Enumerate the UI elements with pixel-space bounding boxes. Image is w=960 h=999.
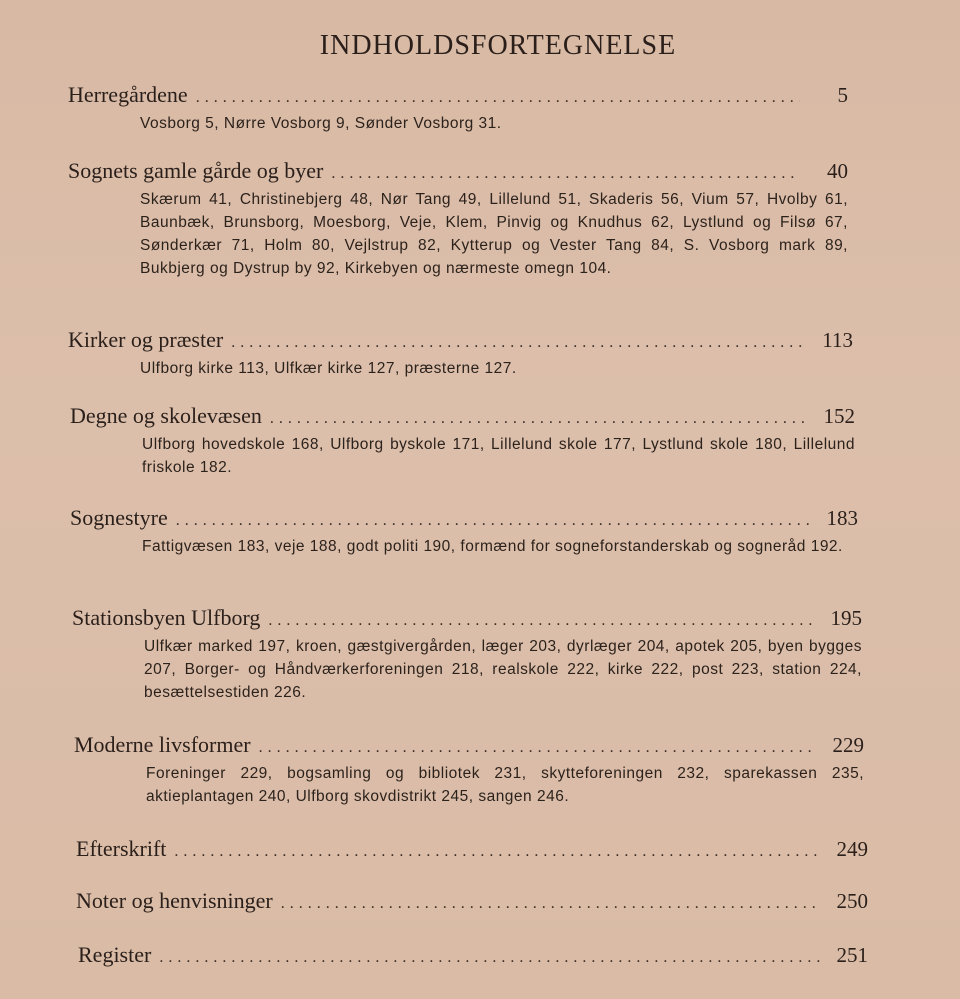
dot-leader	[159, 949, 820, 967]
page-number: 113	[822, 328, 853, 352]
entry-title: Noter og henvisninger	[76, 888, 273, 913]
toc-entry-noter	[76, 888, 868, 914]
entry-title: Herregårdene	[68, 82, 188, 107]
entry-description: Vosborg 5, Nørre Vosborg 9, Sønder Vosborg 31.	[140, 115, 502, 132]
page-number: 229	[832, 733, 864, 757]
dot-leader	[270, 410, 807, 428]
page-number: 249	[836, 837, 868, 861]
dot-leader	[176, 512, 810, 530]
page-number: 251	[836, 943, 868, 967]
entry-title: Efterskrift	[76, 836, 167, 861]
entry-title: Degne og skolevæsen	[70, 403, 262, 428]
toc-entry-degne	[70, 403, 855, 479]
page-title: INDHOLDSFORTEGNELSE	[319, 30, 677, 61]
entry-description: Foreninger 229, bogsamling og bibliotek 231, skytteforeningen 232, sparekassen 235, aktieplantagen 240, Ulfborg skovdistrikt 245, sangen 246.	[146, 765, 864, 805]
entry-title: Stationsbyen Ulfborg	[72, 605, 261, 630]
entry-description: Fattigvæsen 183, veje 188, godt politi 190, formænd for sogneforstanderskab og sogneråd 192.	[142, 538, 843, 555]
page-number: 40	[827, 159, 848, 183]
dot-leader	[281, 895, 820, 913]
dot-leader	[174, 843, 820, 861]
entry-description: Ulfborg hovedskole 168, Ulfborg byskole 171, Lillelund skole 177, Lystlund skole 180, Lillelund friskole 182.	[142, 436, 855, 476]
page-number: 195	[830, 606, 862, 630]
page-number: 5	[837, 83, 848, 107]
entry-title: Sognets gamle gårde og byer	[68, 158, 324, 183]
entry-title: Moderne livsformer	[74, 732, 251, 757]
entry-description: Ulfborg kirke 113, Ulfkær kirke 127, præsterne 127.	[140, 360, 517, 377]
toc-entry-sognestyre	[70, 505, 858, 558]
toc-entry-kirker	[68, 327, 853, 380]
toc-entry-sognets-gamle-garde	[68, 158, 848, 280]
entry-description: Ulfkær marked 197, kroen, gæstgivergården, læger 203, dyrlæger 204, apotek 205, byen bygges 207, Borger- og Håndværkerforeningen 218, realskole 222, kirke 222, post 223, station 224, besættelsestiden 226.	[144, 638, 862, 701]
toc-entry-stationsbyen	[72, 605, 862, 704]
toc-entry-moderne	[74, 732, 864, 808]
toc-entry-register	[78, 942, 868, 968]
toc-entry-herregardene	[68, 82, 848, 135]
dot-leader	[196, 89, 800, 107]
entry-title: Kirker og præster	[68, 327, 224, 352]
page-number: 152	[823, 404, 855, 428]
page-number: 250	[836, 889, 868, 913]
entry-title: Sognestyre	[70, 505, 168, 530]
dot-leader	[268, 612, 814, 630]
dot-leader	[231, 334, 805, 352]
toc-entry-efterskrift	[76, 836, 868, 862]
entry-description: Skærum 41, Christinebjerg 48, Nør Tang 49, Lillelund 51, Skaderis 56, Vium 57, Hvolby 61, Baunbæk, Brunsborg, Moesborg, Veje, Klem, Pinvig og Knudhus 62, Lystlund og Filsø 67, Sønderkær 71, Holm 80, Vejlstrup 82, Kytterup og Vester Tang 84, S. Vosborg mark 89, Bukbjerg og Dystrup by 92, Kirkebyen og nærmeste omegn 104.	[140, 191, 848, 277]
dot-leader	[259, 739, 816, 757]
entry-title: Register	[78, 942, 152, 967]
page-number: 183	[826, 506, 858, 530]
dot-leader	[331, 165, 800, 183]
